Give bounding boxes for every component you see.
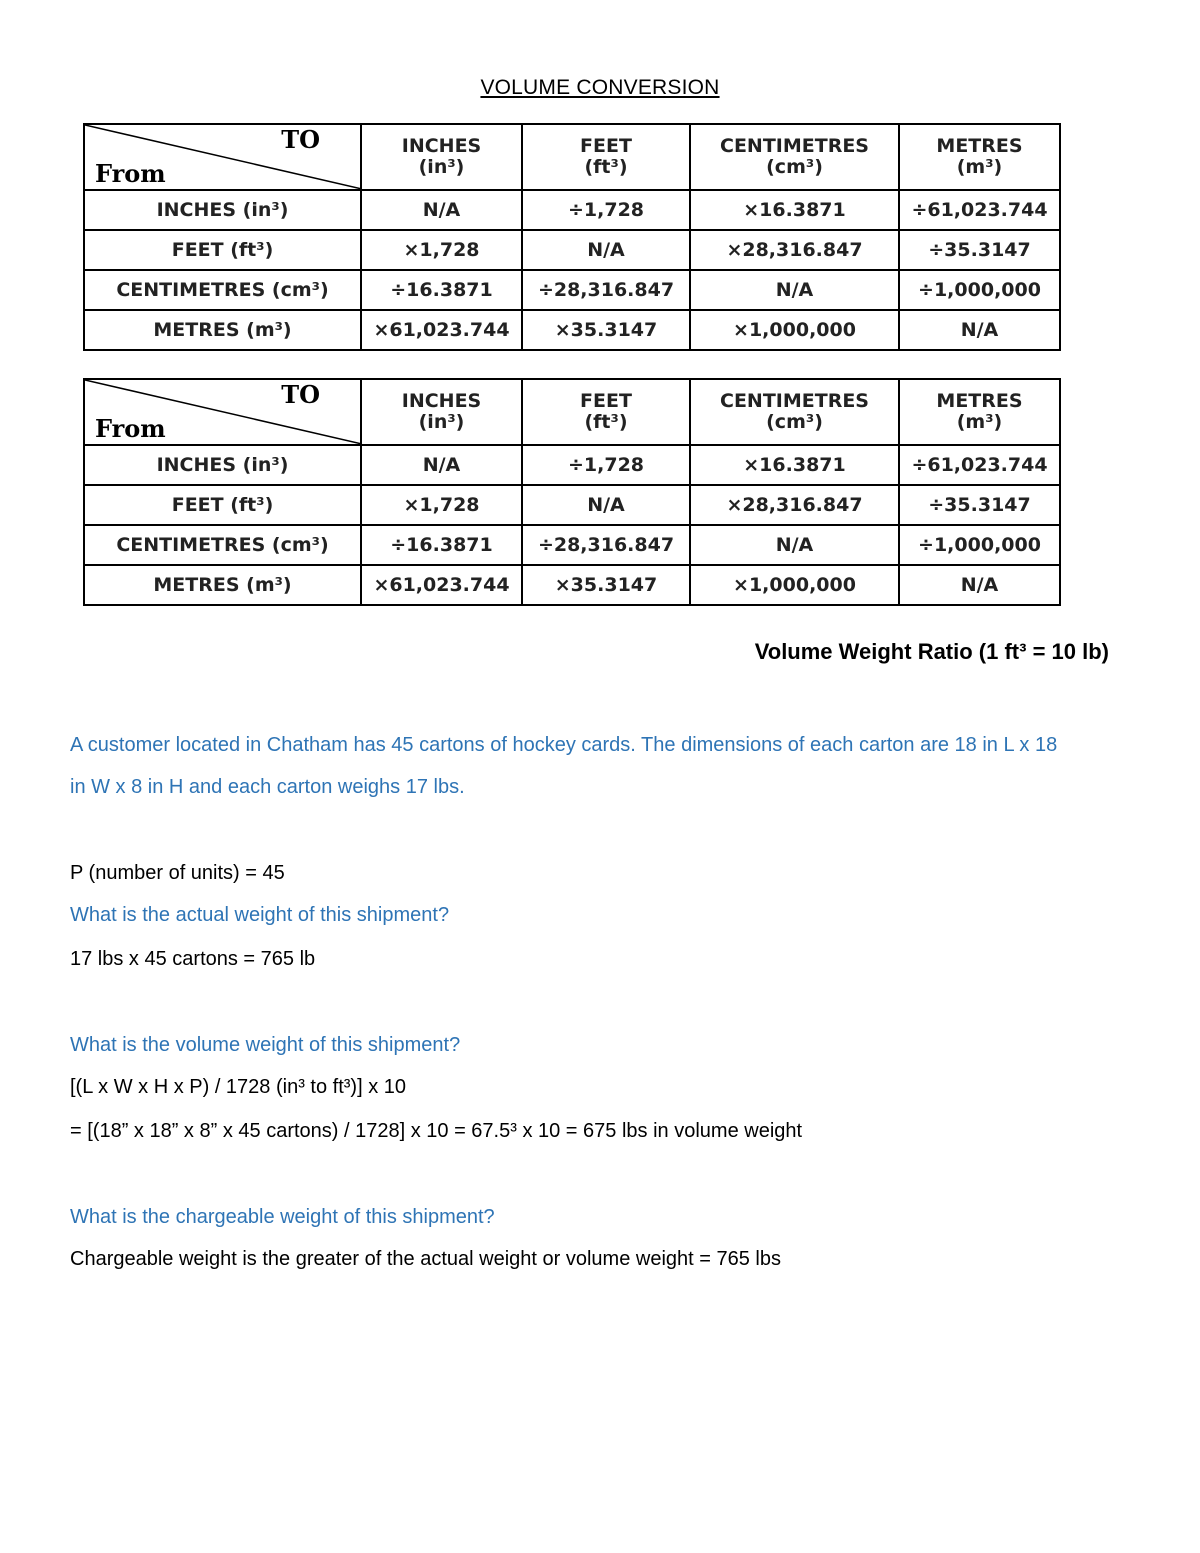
col-header-metres: METRES (m³) xyxy=(899,124,1060,190)
table-row xyxy=(84,525,1060,565)
table-cell: ×61,023.744 xyxy=(361,310,522,350)
table-cell: N/A xyxy=(361,445,522,485)
question-actual-weight: What is the actual weight of this shipment? xyxy=(70,904,450,926)
row-label: INCHES (in³) xyxy=(84,445,361,485)
row-label: METRES (m³) xyxy=(84,310,361,350)
table-cell: ×35.3147 xyxy=(522,565,690,605)
table-cell: ÷35.3147 xyxy=(899,230,1060,270)
volume-formula: [(L x W x H x P) / 1728 (in³ to ft³)] x 10 xyxy=(70,1076,407,1098)
col-header-feet: FEET (ft³) xyxy=(522,124,690,190)
table-row xyxy=(84,230,1060,270)
table-row xyxy=(84,190,1060,230)
col-header-inches: INCHES (in³) xyxy=(361,124,522,190)
table-cell: ÷1,000,000 xyxy=(899,270,1060,310)
table-cell: N/A xyxy=(522,230,690,270)
row-label: CENTIMETRES (cm³) xyxy=(84,525,361,565)
from-label: From xyxy=(95,413,166,443)
col-header-centimetres: CENTIMETRES (cm³) xyxy=(690,379,899,445)
table-cell: N/A xyxy=(690,525,899,565)
header-row xyxy=(84,379,1060,445)
row-label: FEET (ft³) xyxy=(84,230,361,270)
from-label: From xyxy=(95,158,166,188)
table-cell: ×1,728 xyxy=(361,485,522,525)
units-line: P (number of units) = 45 xyxy=(70,862,285,884)
table-cell: N/A xyxy=(690,270,899,310)
corner-cell xyxy=(84,124,361,190)
table-cell: ×28,316.847 xyxy=(690,230,899,270)
col-header-inches: INCHES (in³) xyxy=(361,379,522,445)
table-cell: N/A xyxy=(899,565,1060,605)
answer-actual-weight: 17 lbs x 45 cartons = 765 lb xyxy=(70,948,316,970)
table-cell: N/A xyxy=(522,485,690,525)
table-cell: ÷28,316.847 xyxy=(522,525,690,565)
table-row xyxy=(84,565,1060,605)
col-header-centimetres: CENTIMETRES (cm³) xyxy=(690,124,899,190)
table-cell: ÷28,316.847 xyxy=(522,270,690,310)
table-cell: ×28,316.847 xyxy=(690,485,899,525)
conversion-table-2 xyxy=(83,378,1061,606)
table-cell: ×1,000,000 xyxy=(690,310,899,350)
corner-cell xyxy=(84,379,361,445)
to-label: TO xyxy=(281,380,320,409)
table-cell: ÷61,023.744 xyxy=(899,445,1060,485)
table-row xyxy=(84,270,1060,310)
table-cell: ×16.3871 xyxy=(690,190,899,230)
table-cell: ×1,000,000 xyxy=(690,565,899,605)
table-cell: N/A xyxy=(899,310,1060,350)
table-row xyxy=(84,310,1060,350)
problem-line-2: in W x 8 in H and each carton weighs 17 lbs. xyxy=(70,776,465,798)
row-label: METRES (m³) xyxy=(84,565,361,605)
table-cell: ÷1,000,000 xyxy=(899,525,1060,565)
table-cell: ÷1,728 xyxy=(522,190,690,230)
table-cell: ÷16.3871 xyxy=(361,525,522,565)
header-row xyxy=(84,124,1060,190)
table-row xyxy=(84,445,1060,485)
volume-calculation: = [(18” x 18” x 8” x 45 cartons) / 1728] x 10 = 67.5³ x 10 = 675 lbs in volume weight xyxy=(70,1120,803,1142)
row-label: FEET (ft³) xyxy=(84,485,361,525)
answer-chargeable-weight: Chargeable weight is the greater of the actual weight or volume weight = 765 lbs xyxy=(70,1248,781,1270)
table-row xyxy=(84,485,1060,525)
table-cell: ×1,728 xyxy=(361,230,522,270)
to-label: TO xyxy=(281,125,320,154)
table-cell: N/A xyxy=(361,190,522,230)
table-cell: ÷16.3871 xyxy=(361,270,522,310)
table-cell: ÷61,023.744 xyxy=(899,190,1060,230)
volume-weight-ratio: Volume Weight Ratio (1 ft³ = 10 lb) xyxy=(754,639,1109,664)
question-volume-weight: What is the volume weight of this shipment? xyxy=(70,1034,461,1056)
row-label: INCHES (in³) xyxy=(84,190,361,230)
question-chargeable-weight: What is the chargeable weight of this shipment? xyxy=(70,1206,495,1228)
table-cell: ÷35.3147 xyxy=(899,485,1060,525)
col-header-metres: METRES (m³) xyxy=(899,379,1060,445)
conversion-table-1 xyxy=(83,123,1061,351)
row-label: CENTIMETRES (cm³) xyxy=(84,270,361,310)
col-header-feet: FEET (ft³) xyxy=(522,379,690,445)
problem-line-1: A customer located in Chatham has 45 cartons of hockey cards. The dimensions of each carton are 18 in L x 18 xyxy=(70,734,1058,756)
table-cell: ÷1,728 xyxy=(522,445,690,485)
table-cell: ×35.3147 xyxy=(522,310,690,350)
table-cell: ×16.3871 xyxy=(690,445,899,485)
table-cell: ×61,023.744 xyxy=(361,565,522,605)
page-title: VOLUME CONVERSION xyxy=(480,76,720,99)
